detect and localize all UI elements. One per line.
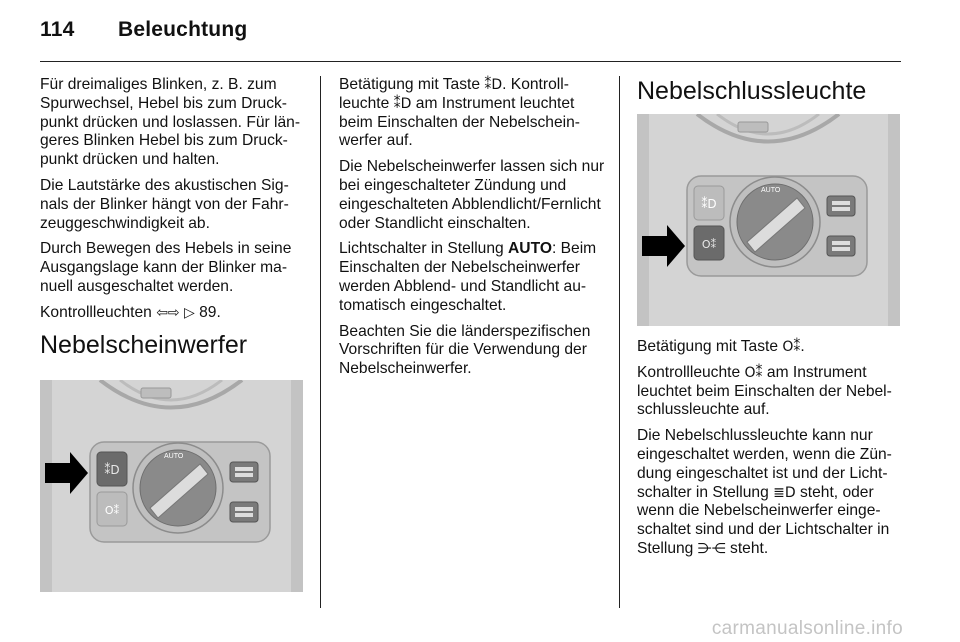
svg-text:⁑D: ⁑D [701,197,717,211]
figure-rear-fog-switch [637,114,900,326]
paragraph-text: Lichtschalter in Stellung [339,240,504,258]
paragraph-text: Betätigung mit Taste [637,338,779,355]
turn-signal-icon: ⇦⇨ [156,304,180,321]
watermark: carmanualsonline.info [711,618,903,639]
paragraph: Die Lautstärke des akustischen Signals der Blinker hängt von der Fahrzeuggeschwindigkeit ab. [40,176,289,232]
paragraph: Die Nebelscheinwerfer lassen sich nur bei eingeschalteter Zündung und eingeschalteten Abblendlicht/Fernlicht oder Standlicht einschalten. [339,158,605,232]
page-title: Beleuchtung [118,18,248,41]
front-fog-light-icon: ⁑D [484,77,503,93]
paragraph-text: . Kontrollleuchte [339,76,569,112]
page-number: 114 [40,18,75,41]
paragraph: Durch Bewegen des Hebels in seine Ausgangslage kann der Blinker manuell ausgeschaltet werden. [40,240,292,295]
paragraph: Für dreimaliges Blinken, z. B. zum Spurwechsel, Hebel bis zum Druckpunkt drücken und loslassen. Für längeres Blinken Hebel bis zum Druckpunkt drücken und halten. [40,76,301,169]
rear-fog-light-icon: O⁑ [782,339,801,355]
paragraph-text: Betätigung mit Taste [339,76,481,93]
paragraph-text: . [800,338,805,355]
paragraph [339,240,609,315]
svg-text:⁑D: ⁑D [104,462,120,477]
svg-text:AUTO: AUTO [164,452,184,460]
svg-text:O⁑: O⁑ [104,503,120,517]
paragraph-text: am Instrument leuchtet beim Einschalten der Nebelscheinwerfer auf. [339,94,580,150]
svg-text:O⁑: O⁑ [701,238,717,251]
paragraph [339,76,609,151]
page-header [40,18,247,42]
paragraph-text: am Instrument leuchtet beim Einschalten der Nebelschlussleuchte auf. [637,363,892,419]
low-beam-icon: ≣D [773,484,796,501]
section-heading-fog-lights: Nebelscheinwerfer [40,330,248,359]
svg-text:AUTO: AUTO [761,187,781,194]
page-reference-link[interactable]: 89. [199,303,221,321]
figure-front-fog-switch [40,380,303,592]
column-divider-2 [619,76,620,608]
auto-label: AUTO [508,240,552,258]
column-3 [637,76,905,566]
column-divider-1 [320,76,321,608]
page-reference-icon[interactable]: ▷ [184,304,195,321]
paragraph [637,427,905,559]
paragraph [637,338,905,357]
paragraph-text: Kontrollleuchte [637,363,741,381]
paragraph-text: Kontrollleuchten [40,303,152,321]
paragraph-text: steht, oder wenn die Nebelscheinwerfer eingeschaltet sind und der Lichtschalter in Stellung [637,483,890,557]
rear-fog-light-icon: O⁑ [744,364,763,381]
column-2 [339,76,609,386]
side-light-icon: ⋺⋲ [697,540,726,557]
paragraph [637,364,905,420]
paragraph [40,304,310,323]
front-fog-light-icon: ⁑D [393,95,412,112]
column-1 [40,76,310,592]
paragraph: Beachten Sie die länderspezifischen Vorschriften für die Verwendung der Nebelscheinwerfer. [339,322,591,378]
paragraph-text: : Beim Einschalten der Nebelscheinwerfer werden Abblend- und Standlicht automatisch eingeschaltet. [339,240,597,314]
header-rule [40,61,901,62]
paragraph-text: steht. [730,539,769,557]
paragraph-text: Die Nebelschlussleuchte kann nur eingeschaltet werden, wenn die Zündung eingeschaltet ist und der Lichtschalter in Stellung [637,427,892,501]
section-heading-rear-fog-light: Nebelschlussleuchte [637,77,867,105]
